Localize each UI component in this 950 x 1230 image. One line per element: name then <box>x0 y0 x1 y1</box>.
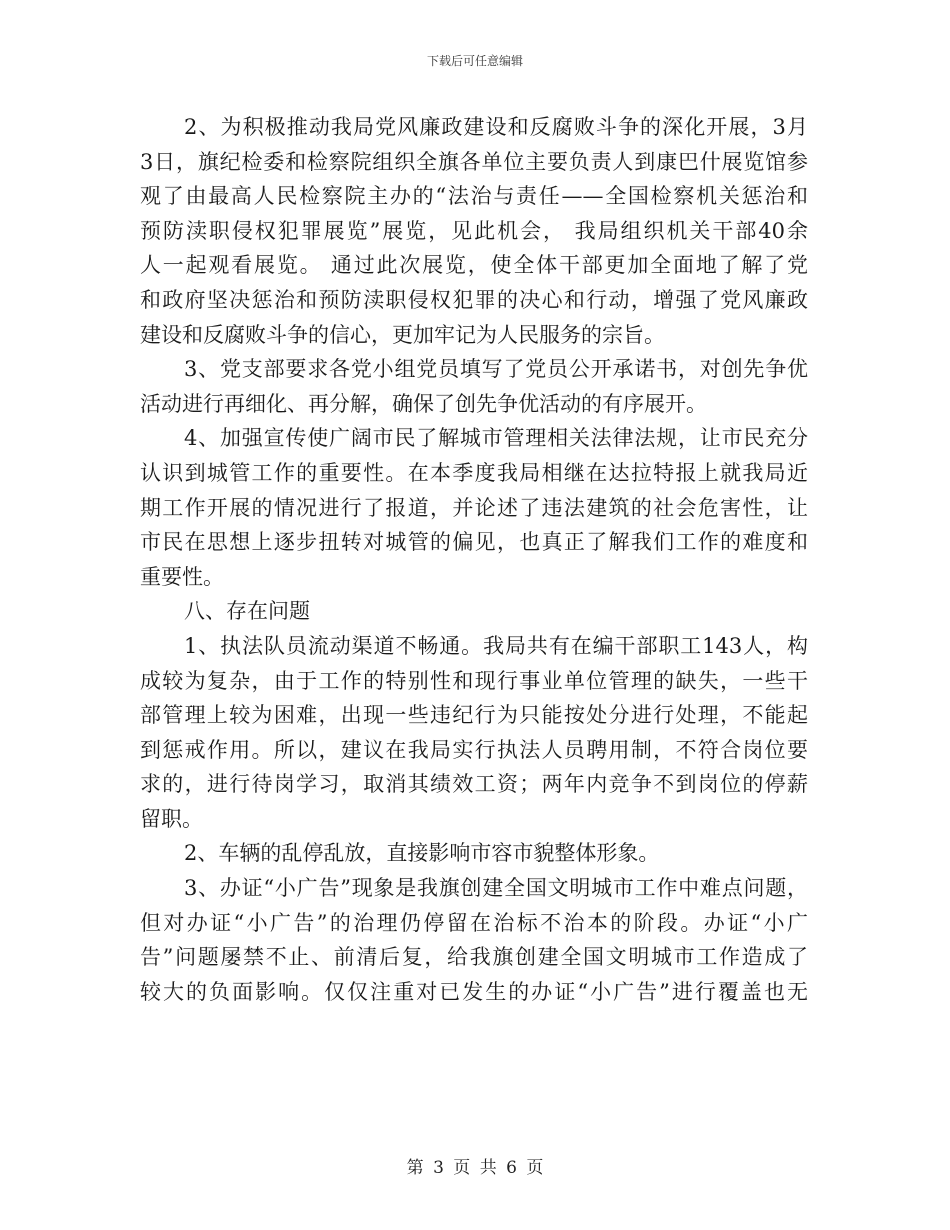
text-line: 期工作开展的情况进行了报道，并论述了违法建筑的社会危害性，让 <box>140 495 808 520</box>
text-line: 人一起观看展览。 通过此次展览，使全体干部更加全面地了解了党 <box>140 253 808 278</box>
text-line: 3、党支部要求各党小组党员填写了党员公开承诺书，对创先争优 <box>184 357 808 382</box>
text-line: 4、加强宣传使广阔市民了解城市管理相关法律法规，让市民充分 <box>184 426 808 451</box>
body-text <box>140 110 808 1009</box>
text-line: 2、为积极推动我局党风廉政建设和反腐败斗争的深化开展，3月 <box>184 115 808 139</box>
text-line: 3、办证“小广告”现象是我旗创建全国文明城市工作中难点问题， <box>184 876 808 901</box>
text-line: 重要性。 <box>140 564 224 589</box>
page-number-footer: 第 3 页 共 6 页 <box>406 1158 544 1178</box>
text-line: 成较为复杂，由于工作的特别性和现行事业单位管理的缺失，一些干 <box>140 668 808 693</box>
text-line: 求的，进行待岗学习，取消其绩效工资；两年内竞争不到岗位的停薪 <box>140 772 808 797</box>
text-line: 和政府坚决惩治和预防渎职侵权犯罪的决心和行动，增强了党风廉政 <box>140 287 808 312</box>
text-line: 留职。 <box>140 806 203 831</box>
text-line: 建设和反腐败斗争的信心，更加牢记为人民服务的宗旨。 <box>140 322 665 347</box>
text-line: 部管理上较为困难，出现一些违纪行为只能按处分进行处理，不能起 <box>140 703 808 728</box>
text-line: 预防渎职侵权犯罪展览”展览，见此机会， 我局组织机关干部40余 <box>140 218 808 243</box>
text-line: 到惩戒作用。所以，建议在我局实行执法人员聘用制，不符合岗位要 <box>140 737 808 762</box>
text-line: 较大的负面影响。仅仅注重对已发生的办证“小广告”进行覆盖也无 <box>140 979 808 1004</box>
text-line: 认识到城管工作的重要性。在本季度我局相继在达拉特报上就我局近 <box>140 460 808 485</box>
text-line: 3日，旗纪检委和检察院组织全旗各单位主要负责人到康巴什展览馆参 <box>140 149 808 174</box>
text-line: 告”问题屡禁不止、前清后复，给我旗创建全国文明城市工作造成了 <box>140 945 808 970</box>
header-note: 下载后可任意编辑 <box>426 54 523 68</box>
text-line: 观了由最高人民检察院主办的“法治与责任——全国检察机关惩治和 <box>140 184 808 209</box>
text-line: 活动进行再细化、再分解，确保了创先争优活动的有序展开。 <box>140 391 707 416</box>
text-line: 八、存在问题 <box>184 599 310 624</box>
text-line: 但对办证“小广告”的治理仍停留在治标不治本的阶段。办证“小广 <box>140 910 808 935</box>
text-line: 2、车辆的乱停乱放，直接影响市容市貌整体形象。 <box>184 841 660 866</box>
text-line: 市民在思想上逐步扭转对城管的偏见，也真正了解我们工作的难度和 <box>140 530 808 555</box>
text-line: 1、执法队员流动渠道不畅通。我局共有在编干部职工143人，构 <box>184 633 808 658</box>
